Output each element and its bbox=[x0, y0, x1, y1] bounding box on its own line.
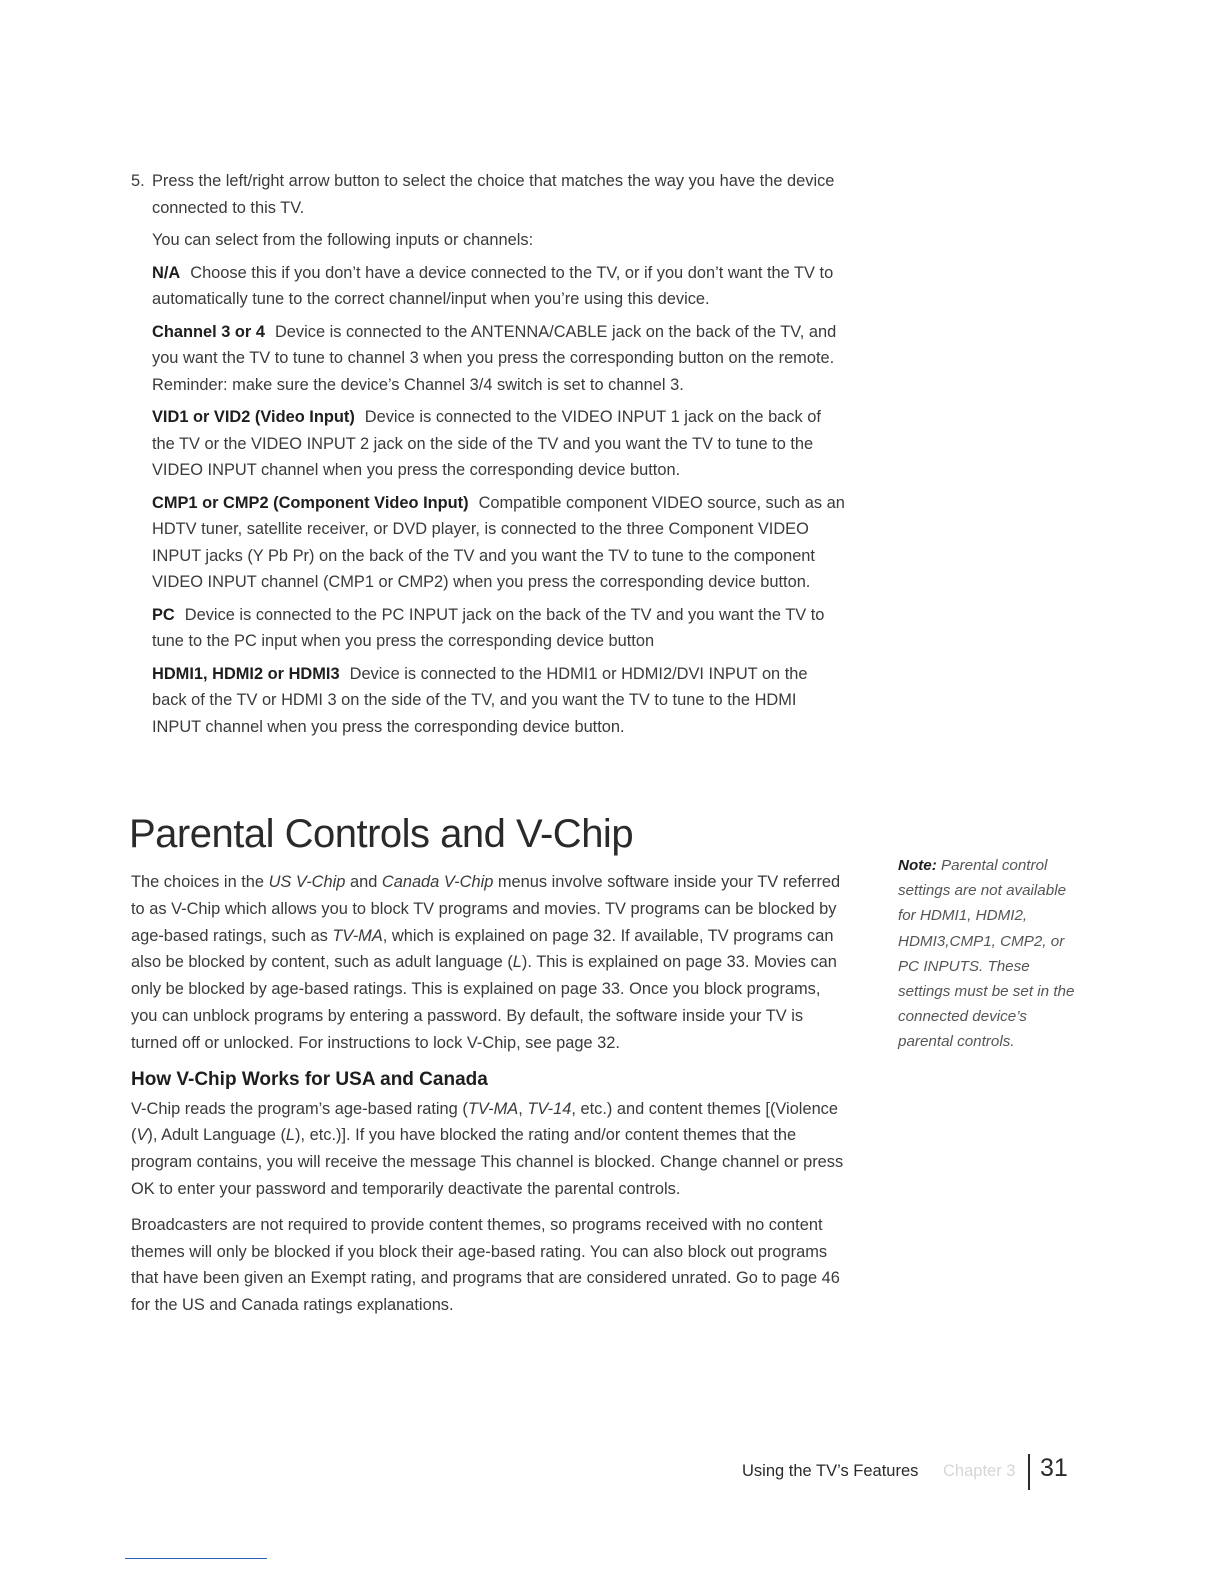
footer-divider bbox=[1028, 1454, 1030, 1490]
footer-chapter: Chapter 3 bbox=[943, 1462, 1016, 1480]
option-text: Compatible component VIDEO source, such as an HDTV tuner, satellite receiver, or DVD player, is connected to the three Component VIDEO INPUT jacks (Y Pb Pr) on the back of the TV and you want the TV to tune to the component VIDEO INPUT channel (CMP1 or CMP2) when you press the corresponding device button. bbox=[152, 493, 845, 591]
intro-paragraph: The choices in the US V-Chip and Canada V-Chip menus involve software inside your TV referred to as V-Chip which allows you to block TV programs and movies. TV programs can be blocked by age-based ratings, such as TV-MA, which is explained on page 32. If available, TV programs can also be blocked by content, such as adult language (L). This is explained on page 33. Movies can only be blocked by age-based ratings. This is explained on page 33. Once you block programs, you can unblock programs by entering a password. By default, the software inside your TV is turned off or unlocked. For instructions to lock V-Chip, see page 32. bbox=[131, 873, 841, 1052]
step-body bbox=[152, 168, 846, 740]
note-text: Parental control settings are not available for HDMI1, HDMI2, HDMI3,CMP1, CMP2, or PC INPUTS. These settings must be set in the connected device’s parental controls. bbox=[898, 857, 1075, 1051]
option-term: VID1 or VID2 (Video Input) bbox=[152, 408, 355, 426]
content-term: L bbox=[512, 953, 522, 972]
note-label: Note: bbox=[898, 857, 937, 874]
option-term: HDMI1, HDMI2 or HDMI3 bbox=[152, 664, 340, 683]
section-body bbox=[131, 869, 846, 1328]
step-5 bbox=[131, 168, 846, 746]
option-na bbox=[152, 260, 846, 313]
rating-term: TV-14 bbox=[527, 1099, 572, 1118]
content-term: L bbox=[285, 1126, 296, 1145]
option-cmp bbox=[152, 490, 846, 596]
option-term: N/A bbox=[152, 263, 181, 282]
option-text: Device is connected to the PC INPUT jack on the back of the TV and you want the TV to tune to the PC input when you press the corresponding device button bbox=[152, 605, 825, 650]
option-term: PC bbox=[152, 605, 175, 624]
option-channel-3-4 bbox=[152, 319, 846, 399]
canada-vchip-term: Canada V-Chip bbox=[381, 873, 494, 891]
sidebar-note bbox=[898, 853, 1078, 1055]
subheading: How V-Chip Works for USA and Canada bbox=[131, 1068, 488, 1090]
option-pc bbox=[152, 602, 846, 655]
step-number: 5. bbox=[131, 172, 145, 190]
content-term: V bbox=[136, 1126, 148, 1145]
broadcasters-paragraph: Broadcasters are not required to provide content themes, so programs received with no content themes will only be blocked if you block their age-based rating. You can also block out programs that have been given an Exempt rating, and programs that are considered unrated. Go to page 46 for the US and Canada ratings explanations. bbox=[131, 1215, 840, 1315]
option-text: Device is connected to the VIDEO INPUT 1 jack on the back of the TV or the VIDEO INPUT 2 jack on the side of the TV and you want the TV to tune to the VIDEO INPUT channel when you press the corresponding device button. bbox=[152, 408, 821, 479]
how-paragraph: V-Chip reads the program’s age-based rating (TV-MA, TV-14, etc.) and content themes [(Violence (V), Adult Language (L), etc.)]. If you have blocked the rating and/or content themes that the program contains, you will receive the message This channel is blocked. Change channel or press OK to enter your password and temporarily deactivate the parental controls. bbox=[131, 1099, 844, 1198]
option-text: Device is connected to the HDMI1 or HDMI2/DVI INPUT on the back of the TV or HDMI 3 on the side of the TV, and you want the TV to tune to the HDMI INPUT channel when you press the corresponding device button. bbox=[152, 664, 808, 736]
option-vid bbox=[152, 404, 846, 484]
us-vchip-term: US V-Chip bbox=[268, 873, 346, 891]
section-title: Parental Controls and V-Chip bbox=[129, 812, 634, 856]
step-intro: Press the left/right arrow button to select the choice that matches the way you have the device connected to this TV. bbox=[152, 172, 835, 217]
option-hdmi bbox=[152, 661, 846, 741]
option-term: Channel 3 or 4 bbox=[152, 322, 265, 341]
footer-title: Using the TV’s Features bbox=[742, 1462, 919, 1480]
rating-term: TV-MA bbox=[332, 926, 383, 945]
option-text: Device is connected to the ANTENNA/CABLE jack on the back of the TV, and you want the TV to tune to channel 3 when you press the corresponding button on the remote. Reminder: make sure the device’s Channel 3/4 switch is set to channel 3. bbox=[152, 322, 837, 394]
step-lead: You can select from the following inputs or channels: bbox=[152, 231, 534, 249]
bottom-rule bbox=[125, 1558, 267, 1559]
option-term: CMP1 or CMP2 (Component Video Input) bbox=[152, 493, 469, 512]
page-number: 31 bbox=[1040, 1454, 1068, 1482]
rating-term: TV-MA bbox=[467, 1099, 519, 1118]
option-text: Choose this if you don’t have a device connected to the TV, or if you don’t want the TV to automatically tune to the correct channel/input when you’re using this device. bbox=[152, 263, 834, 308]
